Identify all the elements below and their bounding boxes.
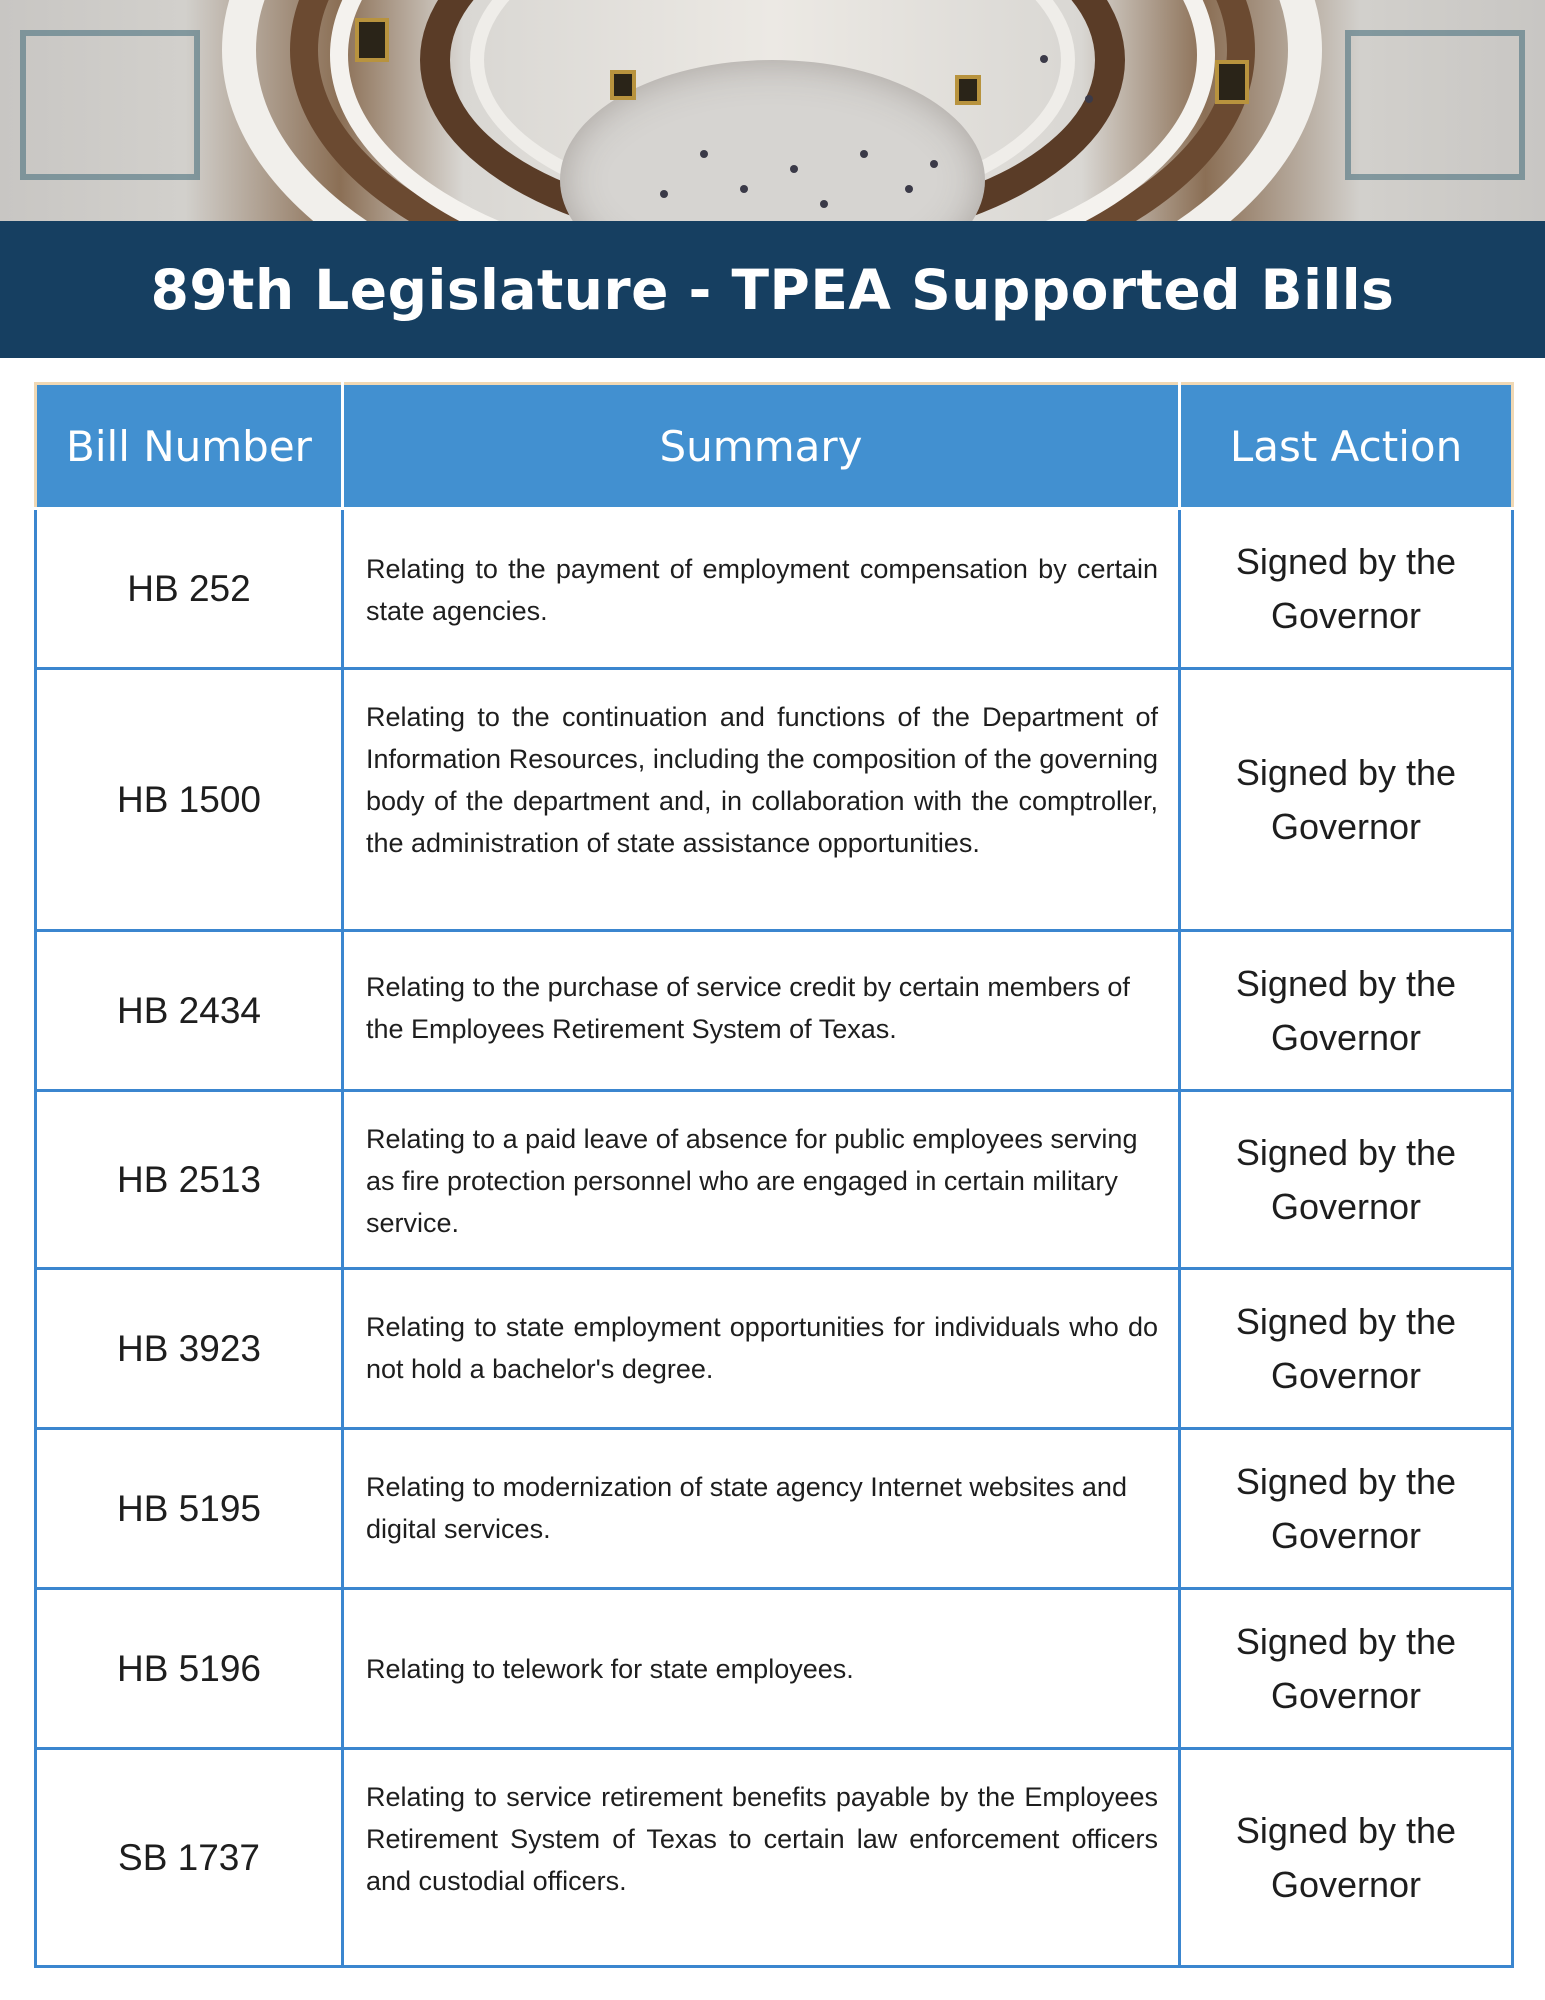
table-header-row xyxy=(36,384,1513,509)
bill-summary xyxy=(343,1589,1180,1749)
last-action-text: Signed by the Governor xyxy=(1235,1809,1457,1905)
portrait-frame xyxy=(1215,60,1249,104)
header-bill-number: Bill Number xyxy=(36,384,343,509)
last-action xyxy=(1180,931,1513,1091)
visitor xyxy=(930,160,938,168)
bill-number: HB 2513 xyxy=(36,1091,343,1269)
last-action-text: Signed by the Governor xyxy=(1235,751,1457,847)
header-last-action: Last Action xyxy=(1180,384,1513,509)
last-action xyxy=(1180,669,1513,931)
bill-summary xyxy=(343,1269,1180,1429)
bill-number: HB 252 xyxy=(36,509,343,669)
visitor xyxy=(1040,55,1048,63)
bill-summary xyxy=(343,931,1180,1091)
bill-summary-text: Relating to a paid leave of absence for public employees serving as fire protection personnel who are engaged in certain military service. xyxy=(366,1124,1138,1238)
header-summary: Summary xyxy=(343,384,1180,509)
bill-number: HB 1500 xyxy=(36,669,343,931)
bill-summary-text: Relating to the payment of employment compensation by certain state agencies. xyxy=(366,554,1158,626)
bill-summary-text: Relating to telework for state employees. xyxy=(366,1653,854,1684)
visitor xyxy=(1085,95,1093,103)
last-action xyxy=(1180,1589,1513,1749)
portrait-frame xyxy=(955,75,981,105)
last-action xyxy=(1180,1429,1513,1589)
table-row xyxy=(36,1589,1513,1749)
last-action xyxy=(1180,1269,1513,1429)
last-action xyxy=(1180,509,1513,669)
bill-number: SB 1737 xyxy=(36,1749,343,1967)
bill-summary-text: Relating to state employment opportunities for individuals who do not hold a bachelor's degree. xyxy=(366,1312,1158,1384)
bill-number: HB 2434 xyxy=(36,931,343,1091)
bill-summary-text: Relating to modernization of state agency Internet websites and digital services. xyxy=(366,1472,1127,1544)
bill-number: HB 5196 xyxy=(36,1589,343,1749)
bill-summary-text: Relating to the purchase of service credit by certain members of the Employees Retirement System of Texas. xyxy=(366,972,1130,1044)
visitor xyxy=(860,150,868,158)
rotunda-photo xyxy=(0,0,1545,221)
visitor xyxy=(700,150,708,158)
title-banner xyxy=(0,221,1545,358)
last-action xyxy=(1180,1749,1513,1967)
last-action-text: Signed by the Governor xyxy=(1235,1620,1457,1716)
bill-summary xyxy=(343,669,1180,931)
bills-table xyxy=(34,382,1514,1968)
table-row xyxy=(36,1269,1513,1429)
last-action-text: Signed by the Governor xyxy=(1235,1460,1457,1556)
visitor xyxy=(790,165,798,173)
table-row xyxy=(36,669,1513,931)
bill-summary-text: Relating to service retirement benefits payable by the Employees Retirement System of Texas to certain law enforcement officers and custodial officers. xyxy=(366,1782,1158,1896)
table-row xyxy=(36,509,1513,669)
floor-tile-pattern xyxy=(20,30,200,180)
visitor xyxy=(905,185,913,193)
portrait-frame xyxy=(610,70,636,100)
floor-tile-pattern xyxy=(1345,30,1525,180)
last-action xyxy=(1180,1091,1513,1269)
last-action-text: Signed by the Governor xyxy=(1235,962,1457,1058)
bill-summary xyxy=(343,509,1180,669)
table-row xyxy=(36,931,1513,1091)
bill-summary xyxy=(343,1749,1180,1967)
bill-summary xyxy=(343,1091,1180,1269)
last-action-text: Signed by the Governor xyxy=(1235,540,1457,636)
visitor xyxy=(820,200,828,208)
portrait-frame xyxy=(355,18,389,62)
bill-summary-text: Relating to the continuation and functions of the Department of Information Resources, including the composition of the governing body of the department and, in collaboration with the comptroller, the administration of state assistance opportunities. xyxy=(366,702,1158,858)
bill-number: HB 5195 xyxy=(36,1429,343,1589)
table-row xyxy=(36,1091,1513,1269)
last-action-text: Signed by the Governor xyxy=(1235,1131,1457,1227)
bill-summary xyxy=(343,1429,1180,1589)
page-title: 89th Legislature - TPEA Supported Bills xyxy=(150,257,1395,322)
bill-number: HB 3923 xyxy=(36,1269,343,1429)
last-action-text: Signed by the Governor xyxy=(1235,1300,1457,1396)
table-row xyxy=(36,1749,1513,1967)
visitor xyxy=(660,190,668,198)
bills-table-container xyxy=(34,382,1511,1968)
table-row xyxy=(36,1429,1513,1589)
visitor xyxy=(740,185,748,193)
